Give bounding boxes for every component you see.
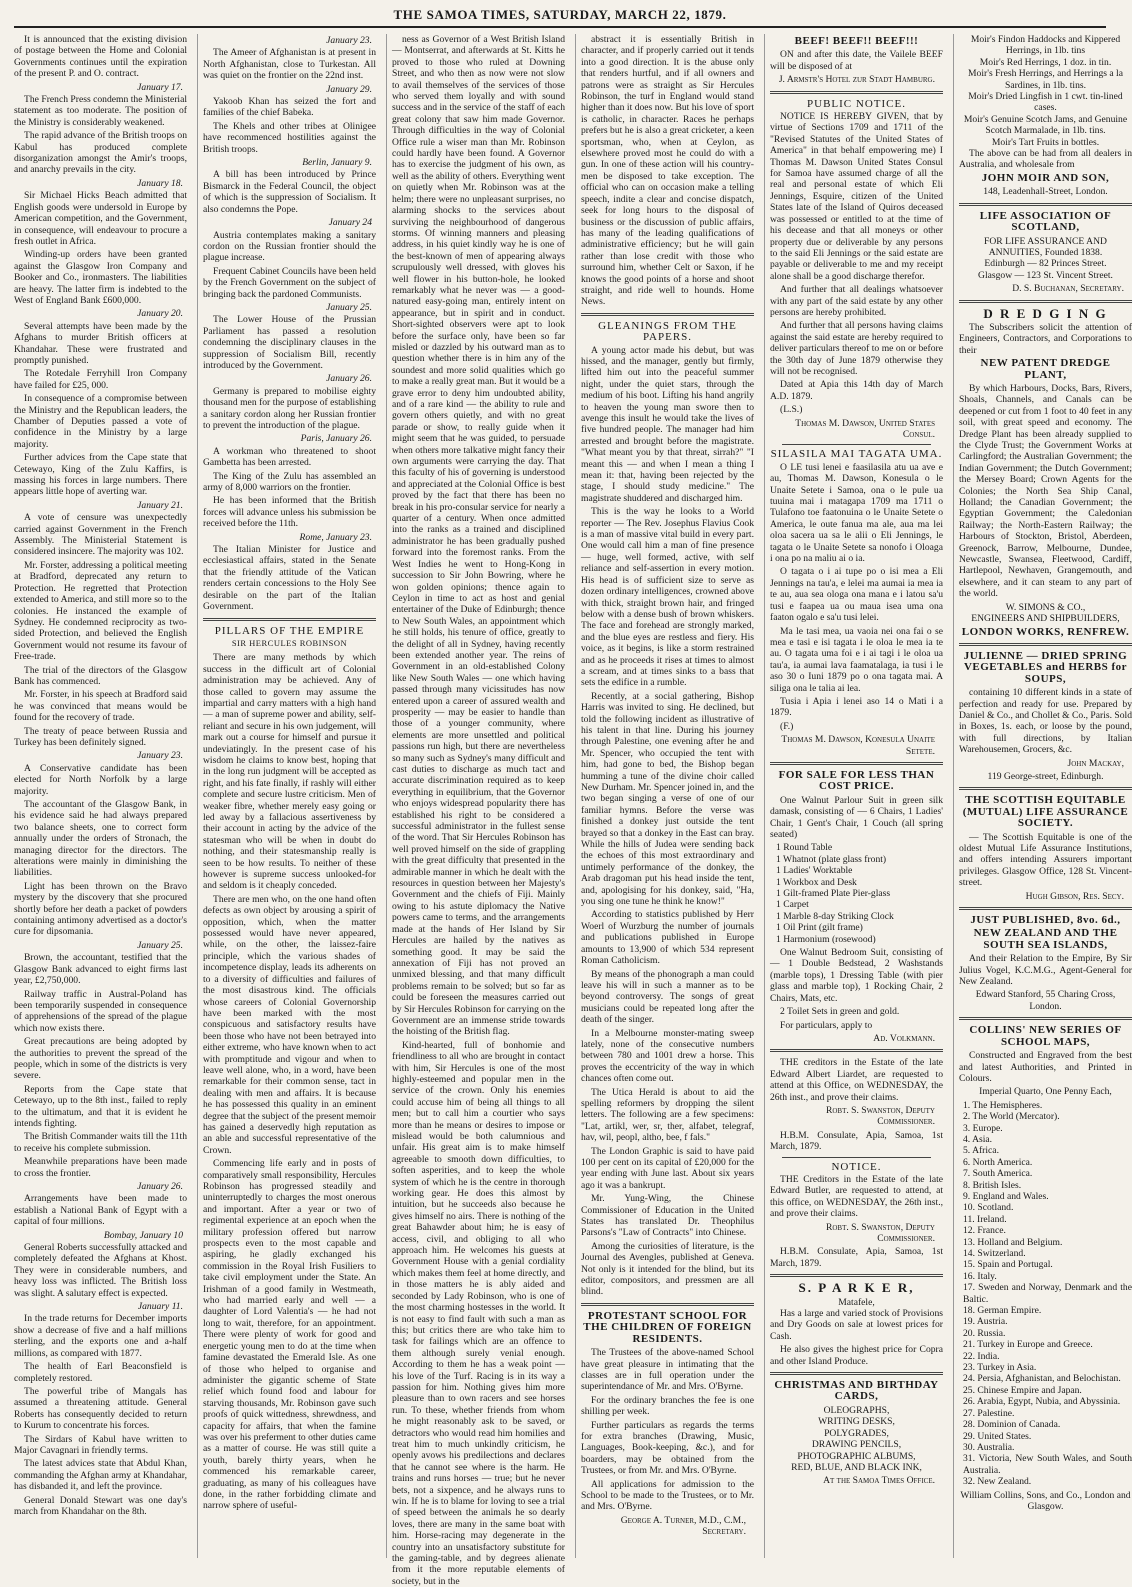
school-ad-title: PROTESTANT SCHOOL FOR THE CHILDREN OF FOREIGN RESIDENTS. [583,1309,752,1345]
news-item: The accountant of the Glasgow Bank, in his evidence said he had always prepared two balance sheets, one to correct form annually under the orders of Stronach, the managing director for the directors. The alterations were mainly in diminishing the liabilities. [14,799,187,879]
moir-ad-line: Moir's Findon Haddocks and Kippered Herrings, in 1lb. tins [970,34,1121,57]
map-list-item: 25. Chinese Empire and Japan. [963,1384,1082,1396]
dateline: January 17. [137,81,183,93]
news-item: Winding-up orders have been granted against the Glasgow Iron Company and Booker and Co., ironmasters. The liabilities are heavy. The latter firm is indebted to the West of England Bank £600,000. [14,249,187,306]
news-item: The treaty of peace between Russia and Turkey has been definitely signed. [14,725,187,748]
public-notice-text: And further that all persons having claims against the said estate are hereby required to deliver particulars thereof to me on or before the 30th day of June 1879 otherwise they will not be recognised. [770,320,943,377]
map-list-item: 4. Asia. [963,1133,993,1145]
column-4 [575,34,754,1558]
book-ad-text: And their Relation to the Empire, By Sir Julius Vogel, K.C.M.G., Agent-General for New Zealand. [959,953,1132,988]
map-list-item: 3. Europe. [963,1122,1003,1134]
section-heading: GLEANINGS FROM THE PAPERS. [598,319,737,344]
divider [581,1303,754,1306]
gleaning-item: A young actor made his debut, but was hissed, and the manager, gently but firmly, lifted him out into the peaceful summer night, under the quiet stars, through the medium of his boot. Lifting his hand angrily to heaven the young man swore then to avenge this insult he would take the lives of five hundred people. The manager had him arrested and brought before the magistrate. "What meant you by that threat, sirrah?" "I meant this — and when I mean a thing I mean it: that, having been rejected by the stage, I should study medicine." The magistrate shuddered and discharged him. [581,344,754,504]
gleaning-item: Recently, at a social gathering, Bishop Harris was invited to sing. He declined, but told the following incident as illustrative of his talent in that line. During his journey through Palestine, one evening after he and Mr. Spencer, who occupied the tent with him, had gone to bed, the Bishop began humming a tune of the divine choir called New Durham. Mr. Spencer joined in, and the two began singing a verse of one of our familiar hymns. Before the verse was finished a donkey just outside the tent brayed so that a donkey in the East can bray. While the hills of Judea were sending back the echoes of this most extraordinary and untimely performance of the donkey, the Arab dragoman put his head inside the tent, and, apologising for his donkey, said, "Ha, you sing one tune he think he know!" [581,690,754,908]
dateline: January 21. [137,499,183,511]
cards-ad-line: DRAWING PENCILS, [811,1439,902,1451]
cards-ad-line: POLYGRADES, [824,1427,889,1439]
news-item: Sir Michael Hicks Beach admitted that English goods were undersold in Europe by American competition, and the Government, in consequence, will endeavour to procure a fresh outlet in Africa. [14,190,187,247]
life-ad-title: LIFE ASSOCIATION OF SCOTLAND, [979,209,1112,234]
divider [770,1274,943,1277]
article-paragraph: ness as Governor of a West British Island — Montserrat, and afterwards at St. Kitts he proved to those who ruled at Downing Street, and who then as now were not slow to avail themselves of the services of those who served them loyally and with sound success and in the service of the staff of each great colony that saw him made Governor. Through difficulties in the way of Colonial Office rule a wiser man than Mr. Robinson could hardly have been found. A Governor has to exercise the judgment of his own, as well as the ability of others. Everything went on quietly when Mr. Robinson was at the helm; there were no unpleasant surprises, no alarming shocks to the services about surviving the neighbourhood of dangerous storms. Of winning manners and pleasing address, in his quiet kindly way he is one of the best-known of men of appearing always scrupulously well dressed, with gloves his well flower in his button-hole, he looked remarkably what he never was — a good-natured easy-going man, entirely intent on appearance, but in spirit and in conduct. Short-sighted observers were apt to look before the surface only, have been so far misled or dazzled by his outward man as to question whether there is in him any of the soundest and more solid qualities which go to make a really great man. But it would be a grave error to deny him undoubted ability, and of a rare kind — the ability to rule and govern others quietly, and with no great parade or show, to really guide when it might seem that he was guided, to persuade when others more talkative might fancy their own arguments were carrying the day. That this faculty of his of governing is understood and appreciated at the Colonial Office is best proved by the fact that there has been no break in his pro-consular service for nearly a quarter of a century. When once admitted into the ranks as a trained and disciplined administrator he has been gradually pushed forward into the foremost ranks. From the West Indies he went to Hong-Kong in succession to Sir John Bowring, where he won golden opinions; thence again to Ceylon in time to act as host and genial entertainer of the Duke of Edinburgh; thence to New South Wales, an appointment which he still holds, his tenure of office, greatly to the delight of all in Sydney, having recently been extended another year. The reins of Government in an old-established Colony like New South Wales — one which having passed through many vicissitudes has now entered upon a career of assured wealth and prosperity — may be easier to handle than those of a younger community, where elements are more unsettled and political passions run high, but there are nevertheless so many such as Sydney's many difficult and cast duties to discharge as much tact and accurate discrimination required as to keep everything in equilibrium, that the Governor who enjoys widespread popularity there has established his right to be considered a successful administrator in the fullest sense of the word. That Sir Hercules Robinson has well proved himself on the side of grappling with the great difficulty that presented in the admirable manner in which he dealt with the resources in question between her Majesty's Government and the chiefs of Fiji. Mainly owing to his astute diplomacy the Native powers came to terms, and the arrangements made at the hands of Her Island by Sir Hercules are hailed by the natives as something good. It may be said the annexation of Fiji has not proved an unmixed blessing, and that many difficult problems remain to be solved; but so far as could be foreseen the measures carried out by Sir Hercules Robinson for carrying on the Government are an immense stride towards the hoisting of the British flag. [392,34,565,1038]
dateline: January 20. [137,308,183,320]
news-item: Light has been thrown on the Bravo mystery by the discovery that she procured shortly before her death a packet of powders containing antimony advertised as a doctor's cure for dipsomania. [14,880,187,938]
news-item: Meanwhile preparations have been made to cross the frontier. [14,1156,187,1179]
news-item: The Lower House of the Prussian Parliament has passed a resolution condemning the disciplinary clauses in the suppression of Socialism Bill, recently introduced by the Government. [203,314,376,371]
gleaning-item: In a Melbourne monster-mating sweep lately, none of the consecutive numbers between 780 and 1001 drew a horse. This proves the eccentricity of the way in which chances often come out. [581,1027,754,1085]
news-item: A vote of censure was unexpectedly carried against Government in the French Assembly. The Ministerial Statement is considered insincere. The majority was 102. [14,512,187,558]
dredging-ad-text: The Subscribers solicit the attention of Engineers, Contractors, and Corporations to their [959,321,1132,356]
map-list-item: 31. Victoria, New South Wales, and South Australia. [963,1453,1132,1476]
creditors-notice-text: THE Creditors in the Estate of the late Edward Butler, are requested to attend, at this office, on WEDNESDAY, the 26th inst., and prove their claims. [770,1173,943,1220]
collins-ad-signature: William Collins, Sons, and Co., London and Glasgow. [960,1489,1131,1512]
divider [770,1049,943,1052]
news-item: In the trade returns for December imports show a decrease of five and a half millions sterling, and the exports one and a-half millions, as compared with 1877. [14,1313,187,1359]
news-item: Arrangements have been made to establish a National Bank of Egypt with a capital of four millions. [14,1193,187,1228]
gleaning-item: This is the way he looks to a World reporter — The Rev. Josephus Flavius Cook is a man of massive vital build in every part. One would call him a man of fine presence — huge, well formed, active, with self reliance and self-assertion in every motion. His head is of sufficient size to serve as dozen ordinary intelligences, crowned above with thick, straight brown hair, and fringed below with a dense bush of brown whiskers. The face and forehead are strongly marked, and the blue eyes are restless and fiery. His voice, as it begins, is like a storm restrained and as he proceeds it rises at times to almost a scream, and at times sinks to a bass that sets the edifice in a rumble. [581,506,754,689]
divider [959,1017,1132,1020]
collins-ad-price: Imperial Quarto, One Penny Each, [979,1086,1112,1098]
beef-ad-signature: J. Armstr's Hotel zur Stadt Hamburg. [778,74,935,86]
map-list-item: 15. Spain and Portugal. [963,1259,1053,1271]
map-list-item: 20. Russia. [963,1327,1006,1339]
news-item: Germany is prepared to mobilise eighty thousand men for the purpose of establishing a sanitary cordon along her Russian frontier to prevent the introduction of the plague. [203,385,376,431]
news-item: The British Commander waits till the 11th to receive his complete submission. [14,1131,187,1154]
cards-ad-line: PHOTOGRAPHIC ALBUMS, [797,1450,916,1462]
parker-ad-place: Matafele, [838,1296,875,1308]
book-ad-name: NEW ZEALAND AND THE SOUTH SEA ISLANDS, [973,927,1118,951]
school-ad-signature: George A. Turner, M.D., C.M., Secretary. [620,1514,746,1538]
column-6 [953,34,1132,1558]
map-list-item: 23. Turkey in Asia. [963,1362,1037,1374]
map-list-item: 16. Italy. [963,1270,997,1282]
school-ad-text: The Trustees of the above-named School have great pleasure in intimating that the classes are in full operation under the superintendance of Mr. and Mrs. O'Byrne. [581,1347,754,1393]
gleaning-item: The Utica Herald is about to aid the spelling reformers by dropping the silent letters. The following are a few specimens: "Lat, artikl, wer, sr, ther, alfabet, telegraf, hav, wil, peopl, altho, bee, f fals." [581,1086,754,1144]
cards-ad-signature: At the Samoa Times Office. [823,1475,935,1487]
book-ad-publisher: Edward Stanford, 55 Charing Cross, London. [975,989,1116,1012]
map-list-item: 22. India. [963,1350,1000,1362]
news-item: Mr. Forster, addressing a political meeting at Bradford, deprecated any return to Protection. He regretted that Protection extended to America, and still more so to the colonies. He instanced the example of Sydney. He condemned reciprocity as two-sided Protection, and believed the English Government would not resume its favour of Free-trade. [14,559,187,663]
sale-item: 1 Gilt-framed Plate Pier-glass [776,888,891,900]
sale-item: 1 Oil Print (gilt frame) [776,922,863,934]
article-paragraph: There are many methods by which success in the difficult art of Colonial administration may be achieved. Any of those called to govern may assume the impartial and carry matters with a high hand — a man of supreme power and ability, self-reliant and secure in his own judgement, will mark out a course for himself and pursue it undeviatingly. In the present case of his wisdom he claims to know best, hoping that in the long run judgment will be accepted as right, and his fate finally, if rashly will either complete and secure lustre criticism. Men of weaker fibre, whether merely easy going or led away by a fallacious assertiveness by their account in acting by the advice of the statesman who will be when in doubt do nothing, and their statesmanship really is seen to be how results. To neither of these however is supreme success unlooked-for and seldom is it cheaply conceded. [203,652,376,892]
divider [581,313,754,316]
moir-ad-line: Moir's Red Herrings, 1 doz. in tin. [979,56,1112,68]
map-list-item: 21. Turkey in Europe and Greece. [963,1339,1093,1351]
samoan-notice-signature: Thomas M. Dawson, Konesula Unaite Setete. [781,734,935,757]
news-item: Great precautions are being adopted by the authorities to prevent the spread of the people, which in some of the districts is very severe. [14,1036,187,1082]
dateline: January 11. [137,1301,183,1313]
map-list-item: 28. Dominion of Canada. [963,1419,1061,1431]
sale-item: 1 Ladies' Worktable [776,865,853,877]
notice-title: NOTICE. [831,1160,882,1173]
public-notice-text: NOTICE IS HEREBY GIVEN, that by virtue of Sections 1709 and 1711 of the "Revised Statutes of the United States of America" in that behalf empowering me) I Thomas M. Dawson United States Consul for Samoa have assumed charge of all the real and personal estate of which Eli Jennings, Esquire, citizen of the United States late of the Island of Quiros deceased was possessed or entitled to at the time of his decease and that all moneys or other property due or deliverable by any persons to the said Eli Jennings or the said estate are payable or deliverable to me and my receipt alone shall be a good discharge therefor. [770,111,943,282]
news-item: The health of Earl Beaconsfield is completely restored. [14,1361,187,1384]
book-ad-title: JUST PUBLISHED, 8vo. 6d., [970,914,1121,927]
scottish-ad-title: THE SCOTTISH EQUITABLE (MUTUAL) LIFE ASSURANCE SOCIETY. [962,794,1129,830]
dateline: January 26. [137,1181,183,1192]
article-heading: PILLARS OF THE EMPIRE [214,624,365,637]
dateline: January 18. [137,177,183,189]
news-item: General Donald Stewart was one day's march from Khandahar on the 8th. [14,1494,187,1517]
news-item: The King of the Zulu has assembled an army of 8,000 warriors on the frontier. [203,470,376,494]
map-list-item: 11. Ireland. [963,1213,1007,1225]
news-item: Railway traffic in Austral-Poland has been temporarily suspended in consequence of apprehensions of the spread of the plague which now exists there. [14,988,187,1034]
sale-item: 1 Workbox and Desk [776,876,857,888]
julienne-ad-address: 119 George-street, Edinburgh. [987,770,1104,782]
school-ad-text: For the ordinary branches the fee is one shilling per week. [581,1394,754,1418]
article-paragraph: There are men who, on the one hand often defects as own object by arousing a spirit of opposition, which, when the matter possessed would have never appeared, while, on the other, the laissez-faire principle, which the various shades of incompetence display, leads its adherents on to a diversity of difficulties and failures of the most disastrous kind. The officials whose careers of Colonial Governorship have been marked with the most conspicuous and satisfactory results have been those who have not been betrayed into either extreme, who have known when to act with promptitude and vigour and when to leave well alone, who, in a word, have been remarkable for their common sense, tact in dealing with men and affairs. It is because he has possessed this quality in an eminent degree that the subject of the present memoir has gained a deservedly high reputation as an able and successful representative of the Crown. [203,893,376,1156]
gleaning-item: According to statistics published by Herr Woerl of Wurzburg the number of journals and publications published in Europe amounts to 13,900 of which 534 represent Roman Catholicism. [581,909,754,967]
moir-ad-address: 148, Leadenhall-Street, London. [983,186,1108,198]
map-list-item: 1. The Hemispheres. [963,1099,1043,1111]
moir-ad-line: Moir's Tart Fruits in bottles. [991,136,1100,148]
article-subheading: SIR HERCULES ROBINSON [231,637,348,648]
sale-item: 1 Round Table [776,842,833,854]
cards-ad-line: OLEOGRAPHS, [823,1404,890,1416]
dateline: January 25. [326,301,372,313]
news-item: The latest advices state that Abdul Khan, commanding the Afghan army at Khandahar, has disbanded it, and left the province. [14,1458,187,1493]
news-item: Reports from the Cape state that Cetewayo, up to the 8th inst., failed to reply to the ultimatum, and that it is evident he intends fighting. [14,1083,187,1129]
news-item: A Conservative candidate has been elected for North Norfolk by a large majority. [14,762,187,797]
dateline: Berlin, January 9. [302,157,372,169]
dateline: January 24 [328,217,372,229]
creditors-notice-address: H.B.M. Consulate, Apia, Samoa, 1st March, 1879. [770,1129,943,1153]
life-ad-subtitle: FOR LIFE ASSURANCE AND ANNUITIES, Founded 1838. [984,235,1107,258]
cards-ad-title: CHRISTMAS AND BIRTHDAY CARDS, [774,1379,939,1403]
news-item: He has been informed that the British forces will advance unless his submission be received before the 11th. [203,495,376,530]
scottish-ad-text: — The Scottish Equitable is one of the oldest Mutual Life Assurance Institutions, and offers intending Assurers important privileges. Glasgow Office, 128 St. Vincent-street. [959,831,1132,889]
map-list-item: 13. Holland and Belgium. [963,1236,1063,1248]
public-notice-signature: Thomas M. Dawson, United States Consul. [795,417,935,440]
map-list-item: 7. South America. [963,1168,1033,1180]
map-list-item: 5. Africa. [963,1145,999,1157]
map-list-item: 19. Austria. [963,1316,1008,1328]
school-ad-text: All applications for admission to the School to be made to the Trustees, or to Mr. and Mrs. O'Byrne. [581,1478,754,1513]
news-item: A workman who threatened to shoot Gambetta has been arrested. [203,445,376,469]
samoan-notice-title: SILASILA MAI TAGATA UMA. [770,448,943,461]
map-list-item: 10. Scotland. [963,1202,1014,1214]
divider [959,203,1132,206]
dateline: January 25. [137,939,183,951]
parker-ad-text: He also gives the highest price for Copra and other Island Produce. [770,1344,943,1367]
moir-ad-line: Moir's Genuine Scotch Jams, and Genuine Scotch Marmalade, in 1lb. tins. [963,113,1128,137]
news-item: It is announced that the existing division of postage between the Home and Colonial Governments continues until the expiration of the present P. and O. contract. [14,34,187,80]
news-item: The powerful tribe of Mangals has assumed a threatening attitude. General Roberts has consequently decided to return to Kurum to concentrate his forces. [14,1385,187,1432]
map-list-item: 9. England and Wales. [963,1190,1049,1202]
column-1 [14,34,187,1558]
dredging-ad-subtitle: ENGINEERS AND SHIPBUILDERS, [971,613,1120,625]
news-item: The Ameer of Afghanistan is at present in North Afghanistan, close to Turkestan. All was quiet on the frontier on the 22nd inst. [203,47,376,82]
sale-ad-intro: One Walnut Parlour Suit in green silk damask, consisting of — 6 Chairs, 1 Ladies' Chair, 1 Gent's Chair, 1 Couch (all spring seated) [770,794,943,840]
news-item: Frequent Cabinet Councils have been held by the French Government on the subject of bringing back the pardoned Communists. [203,265,376,300]
moir-ad-text: The above can be had from all dealers in Australia, and wholesale from [959,148,1132,171]
sale-ad-text: For particulars, apply to [780,1019,873,1031]
julienne-ad-signature: John Mackay, [1067,757,1124,769]
divider [782,444,931,445]
cards-ad-line: WRITING DESKS, [818,1416,895,1428]
dredging-ad-text: By which Harbours, Docks, Bars, Rivers, Shoals, Channels, and Canals can be deepened or cut from 1 foot to 40 feet in any soil, with great speed and economy. The Dredge Plant has been already supplied to the Clyde Trust; the Government Works at Carlingford; the Australian Government; the Indian Government; the Dutch Government; the Mersey Board; Crown Agents for the Colonies; the North Sea Ship Canal, Holland; the Canadian Government; the Egyptian Government; the Caledonian Railway; the North-Eastern Railway; the Harbours of Stockton, Bristol, Aberdeen, Greenock, Barrow, Melbourne, Dundee, Newcastle, Swansea, Fleetwood, Cardiff, Hartlepool, Newhaven, Grangemouth, and elsewhere, and it can steam to any part of the world. [959,382,1132,600]
divider [770,762,943,765]
creditors-notice-signature: Robt. S. Swanston, Deputy Commissioner. [825,1221,935,1244]
news-item: Further advices from the Cape state that Cetewayo, King of the Zulu Kaffirs, is massing his forces in large numbers. There appears little hope of averting war. [14,452,187,498]
moir-ad-line: Moir's Dried Lingfish in 1 cwt. tin-lined cases. [968,91,1123,114]
moir-ad-line: Moir's Fresh Herrings, and Herrings a la Sardines, in 1lb. tins. [968,68,1123,91]
sale-item-list [770,842,943,945]
map-list-item: 12. France. [963,1225,1006,1237]
map-list-item: 32. New Zealand. [963,1476,1032,1488]
map-list-item: 18. German Empire. [963,1305,1042,1317]
divider [959,787,1132,790]
moir-ad-list [959,34,1132,148]
sale-item: 1 Carpet [776,899,809,911]
moir-ad-name: JOHN MOIR AND SON, [981,171,1110,184]
life-ad-address: Edinburgh — 82 Princes Street. [984,258,1107,270]
map-list-item: 8. British Isles. [963,1179,1022,1191]
sale-ad-text: One Walnut Bedroom Suit, consisting of — 1 Double Bedstead, 2 Washstands (marble tops), 1 Dressing Table (with pier glass and marble top), 1 Rocking Chair, 2 Chairs, Mats, etc. [770,947,943,1004]
public-notice-title: PUBLIC NOTICE. [807,97,906,110]
samoan-notice-date: Tusia i Apia i lenei aso 14 o Mati i a 1879. [770,695,943,719]
dateline: January 23. [326,35,372,46]
dredging-ad-plant: NEW PATENT DREDGE PLANT, [980,357,1111,381]
map-list-item: 26. Arabia, Egypt, Nubia, and Abyssinia. [963,1396,1121,1408]
news-item: The rapid advance of the British troops on Kabul has produced complete disorganization amongst the Amir's troops, and anarchy prevails in the city. [14,130,187,176]
dateline: Paris, January 26. [300,433,372,445]
map-list-item: 6. North America. [963,1156,1033,1168]
divider [782,1157,931,1158]
sale-ad-signature: Ad. Volkmann. [873,1032,935,1044]
news-item: The French Press condemn the Ministerial statement as too moderate. The position of the Ministry is considerably weakened. [14,94,187,128]
samoan-notice-text: Ma le tasi mea, ua vaoia nei ona fai o se mea e tasi e isi tagata i le oloa le mea ia te au. O tagata uma foi e i ai tagi i le oloa ua tau'a, ia aumai lava faamatalaga, ia tusi i le aso 30 o Iuni 1879 po o ona tagata mai. A siliga ona le talia ai lea. [770,625,943,694]
dateline: Rome, January 23. [299,531,372,543]
creditors-notice-signature: Robt. S. Swanston, Deputy Commissioner. [825,1104,935,1128]
gleaning-item: The London Graphic is said to have paid 100 per cent on its capital of £20,000 for the year ending with June last. About six years ago it was a bankrupt. [581,1145,754,1191]
cards-ad-line: RED, BLUE, AND BLACK INK, [791,1461,922,1473]
news-item: The Sirdars of Kabul have written to Major Cavagnari in friendly terms. [14,1433,187,1456]
news-item: Mr. Forster, in his speech at Bradford said he was convinced that means would be found for the recovery of trade. [14,689,187,724]
gleaning-item: By means of the phonograph a man could leave his will in such a manner as to be beyond controversy. The songs of great musicians could be repeated long after the death of the singer. [581,968,754,1026]
divider [770,1372,943,1375]
divider [770,91,943,94]
divider [959,907,1132,910]
collins-ad-text: Constructed and Engraved from the best and latest Authorities, and Printed in Colours. [959,1050,1132,1084]
divider [203,618,376,621]
sale-item: 1 Marble 8-day Striking Clock [776,910,894,922]
dateline: January 26. [326,373,372,385]
masthead [14,4,1106,28]
cards-ad-list [770,1405,943,1473]
samoan-notice-seal: (F.) [780,720,794,732]
article-paragraph: Commencing life early and in posts of comparatively small responsibility, Hercules Robinson has progressed steadily and uninterruptedly to charges the most onerous and important. After a year or two of regimental experience at an epoch when the military profession offered but narrow prospects even to the most capable and aspiring, he gladly exchanged his commission in the Royal Irish Fusiliers to take civil employment under the State. An Irishman of a good family in Westmeath, who had married early and well — a daughter of Lord Valentia's — he had not long to wait, therefore, for an appointment. There were plenty of work for good and energetic young men to do at the time when famine devastated the Emerald Isle. As one of those who helped to organise and administer the gigantic scheme of State relief which found food and labour for starving thousands, Mr. Robinson gave such proofs of quick wittedness, shrewdness, and capacity for affairs, that when the famine was over his preferment to other duties came as a matter of course. He was still quite a youth, barely thirty years, when he commenced his remarkable career, graduating, as many of his colleagues have done, in the rather forbidding climate and narrow sphere of useful- [203,1158,376,1512]
beef-ad-title: BEEF! BEEF!! BEEF!!! [794,35,919,47]
dredging-ad-address: LONDON WORKS, RENFREW. [961,625,1130,638]
collins-ad-title: COLLINS' NEW SERIES OF SCHOOL MAPS, [969,1024,1122,1048]
julienne-ad-title: JULIENNE — DRIED SPRING VEGETABLES and HERBS for SOUPS, [963,649,1128,685]
samoan-notice-text: O LE tusi lenei e faasilasila atu ua ave e au, Thomas M. Dawson, Konesula o le Unaite Setete i Samoa, ona o le pule ua tuuina mai i matagapa 1709 ma 1711 o Tulafono toe faatonuina o le Unaite Setete o America, le oute fanua ma ale, aua ma lei oloa sacera ua sa le alii o Eli Jennings, le tagata o le Unaite Setete sa nonofo i Oloaga i ona po na maliu ai o ia. [770,461,943,565]
creditors-notice-text: THE creditors in the Estate of the late Edward Albert Liardet, are requested to attend at this Office, on WEDNESDAY, the 26th inst., and prove their claims. [770,1057,943,1103]
sale-item: 1 Harmonium (rosewood) [776,933,876,945]
gleaning-item: Mr. Yung-Wing, the Chinese Commissioner of Education in the United States has translated Dr. Theophilus Parsons's "Law of Contracts" into Chinese. [581,1193,754,1239]
divider [959,300,1132,303]
news-item: General Roberts successfully attacked and completely defeated the Afghans at Khost. They were in considerable numbers, and heavy loss was inflicted. The British loss was slight. A salutary effect is expected. [14,1242,187,1299]
column-2 [197,34,376,1558]
map-list-item: 29. United States. [963,1430,1032,1442]
news-item: In consequence of a compromise between the Ministry and the Republican leaders, the Chamber of Deputies passed a vote of confidence in the Ministry by a large majority. [14,393,187,450]
parker-ad-text: Has a large and varied stock of Provisions and Dry Goods on sale at lowest prices for Cash. [770,1308,943,1342]
article-paragraph: abstract it is essentially British in character, and if properly carried out it tends into a good direction. It is the abuse only that renders hurtful, and if all owners and patrons were as straight as Sir Hercules Robinson, the turf in England would stand higher than it does now. But his love of sport is catholic, in character. Races he perhaps prefers but he is also a great cricketer, a keen sportsman, who, when at Ceylon, as elsewhere proved most he could do with a gun. In one of these action will his country-men be disposed to take exception. The official who can on occasion make a telling speech, indite a clear and concise dispatch, seek for long hours to the disposal of business or the discussion of public affairs, has many of the leading qualifications of administrative efficiency; but he will gain rather than lose credit with those who surround him, whether Celt or Saxon, if he knows the good points of a horse and shoot straight, and ride well to hounds. Home News. [581,34,754,308]
column-5 [764,34,943,1558]
news-item: A bill has been introduced by Prince Bismarck in the Federal Council, the object of which is the suppression of Socialism. It also condemns the Pope. [203,169,376,215]
news-item: The trial of the directors of the Glasgow Bank has commenced. [14,664,187,687]
masthead-title: THE SAMOA TIMES, SATURDAY, MARCH 22, 1879. [393,7,727,22]
news-item: The Italian Minister for Justice and ecclesiastical affairs, stated in the Senate that the friendly attitude of the Vatican renders certain concessions to the Holy See desirable on the part of the Italian Government. [203,544,376,613]
samoan-notice-text: O tagata o i ai tupe po o isi mea a Eli Jennings na tau'a, e lelei ma aumai ia mea ia te au, aua sea ologa ona mana e i latou sa'u tusi e faapea ua ou maua isea uma ona faaton ogalo e sa'u tusi lelei. [770,566,943,624]
divider [959,643,1132,646]
news-item: The Rotedale Ferryhill Iron Company have failed for £25, 000. [14,368,187,391]
news-item: Austria contemplates making a sanitary cordon on the Russian frontier should the plague increase. [203,229,376,264]
public-notice-text: And further that all dealings whatsoever with any part of the said estate by any other persons are hereby prohibited. [770,284,943,318]
life-ad-signature: D. S. Buchanan, Secretary. [1012,283,1124,295]
news-item: Brown, the accountant, testified that the Glasgow Bank advanced to eight firms last year, £2,750,000. [14,952,187,987]
beef-ad-text: ON and after this date, the Vailele BEEF will be disposed of at [770,49,943,72]
map-list-item: 17. Sweden and Norway, Denmark and the Baltic. [963,1282,1132,1305]
julienne-ad-text: containing 10 different kinds in a state of perfection and ready for use. Prepared by Daniel & Co., and Chollet & Co., Paris. Sold in Boxes, 1s. each, or loose by the pound, with full directions, by Italian Warehousemen, Grocers, &c. [959,687,1132,756]
dateline: January 29. [326,83,372,95]
map-list-item: 24. Persia, Afghanistan, and Belochistan. [963,1373,1121,1385]
dateline: January 23. [137,750,183,762]
map-list-item: 30. Australia. [963,1441,1015,1453]
sale-ad-title: FOR SALE FOR LESS THAN COST PRICE. [778,768,935,793]
map-list-item: 14. Switzerland. [963,1248,1026,1259]
map-list-item: 27. Palestine. [963,1407,1015,1419]
scottish-ad-signature: Hugh Gibson, Res. Secy. [1025,890,1124,902]
article-paragraph: Kind-hearted, full of bonhomie and friendliness to all who are brought in contact with him, Sir Hercules is one of the most highly-esteemed and popular men in the service of the crown. Only his enemies could accuse him of being all things to all men; but to call him a courtier who says more than he means or desires to impose or mislead would be both calumnious and unfair. His great aim is to make himself agreeable to smooth down difficulties, to soften asperities, and to keep the whole system of which he is the centre in thorough working gear. He does this almost by intuition, but he succeeds also because he gives himself no airs. There is nothing of the great Bahawder about him; he is easy of access, civil, and obliging to all who approach him. He welcomes his guests at Government House with a genial cordiality which makes them feel at home directly, and in those matters he is ably aided and seconded by Lady Robinson, who is one of the most charming hostesses in the world. It is not easy to find fault with such a man as this; but critics there are who take him to task for failings which are an offence to them although surely venial enough. According to them he has a weak point — his love of the Turf. Racing is in its way a passion for him. Nothing gives him more pleasure than to own racers and see horses run. To these, whether friends from whom he might reasonably ask to be saved, or detractors who would read him homilies and treat him to much unkindly criticism, he openly avows his predilections and declares that he cannot see where is the harm. He trains and runs horses — true; but he never bets, not a sixpence, and he always runs to win. If he is to blame for loving to see a trial of speed between the animals he so dearly loves, there are many in the same boat with him. Horse-racing may degenerate in the country into an unsatisfactory substitute for the gaming-table, and by degrees alienate from it the more reputable elements of society, but in the [392,1039,565,1587]
creditors-notice-address: H.B.M. Consulate, Apia, Samoa, 1st March, 1879. [770,1246,943,1269]
map-list-item: 2. The World (Mercator). [963,1111,1060,1123]
column-3 [386,34,565,1587]
public-notice-seal: (L.S.) [780,404,803,416]
sale-item: 1 Whatnot (plate glass front) [776,853,887,865]
gleaning-item: Among the curiosities of literature, is the Journal des Avengles, published at Geneva. Not only is it intended for the blind, but its editor, compositors, and pressmen are all blind. [581,1240,754,1298]
news-item: The Khels and other tribes at Olinigee have recommenced hostilities against the British troops. [203,120,376,155]
news-item: Several attempts have been made by the Afghans to murder British officers at Khandahar. These were frustrated and promptly punished. [14,320,187,366]
life-ad-address: Glasgow — 123 St. Vincent Street. [978,269,1113,281]
news-item: Yakoob Khan has seized the fort and families of the chief Babeka. [203,96,376,119]
collins-maps-list [959,1100,1132,1488]
school-ad-text: Further particulars as regards the terms for extra branches (Drawing, Music, Languages, Book-keeping, &c.), and for boarders, may be obtained from the Trustees, or from Mr. and Mrs. O'Byrne. [581,1419,754,1477]
parker-ad-title: S. P A R K E R, [798,1280,915,1296]
dredging-ad-title: D R E D G I N G [983,305,1108,321]
sale-ad-text: 2 Toilet Sets in green and gold. [780,1006,900,1018]
dateline: Bombay, January 10 [103,1229,183,1241]
public-notice-date: Dated at Apia this 14th day of March A.D. 1879. [770,379,943,402]
dredging-ad-signature: W. SIMONS & CO., [1005,601,1086,613]
